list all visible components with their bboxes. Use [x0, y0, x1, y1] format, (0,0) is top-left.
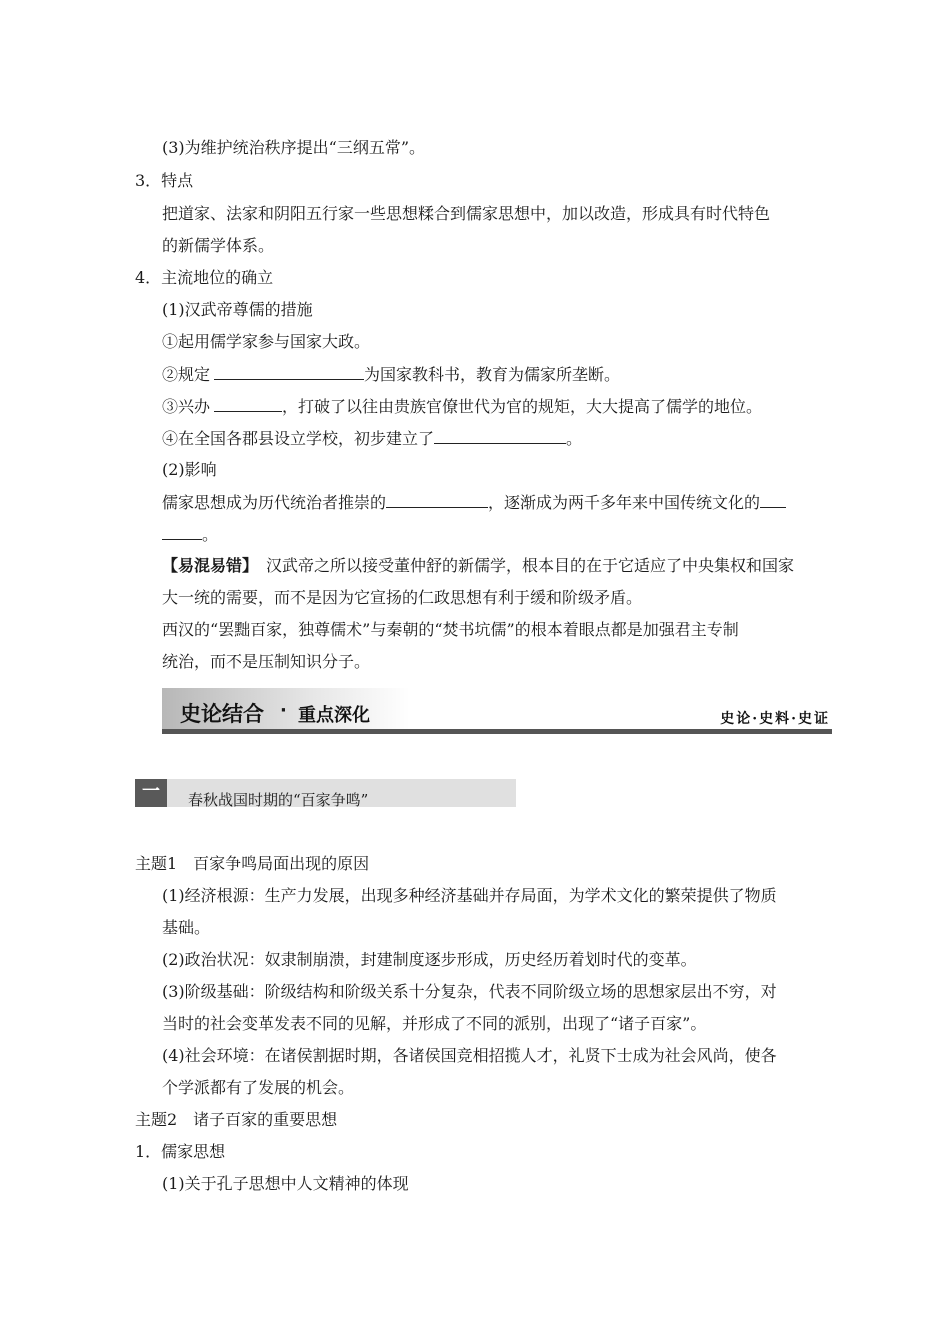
topic-title: 春秋战国时期的“百家争鸣” [188, 791, 369, 809]
text-segment: 汉武帝之所以接受董仲舒的新儒学，根本目的在于它适应了中央集权和国家 [266, 556, 795, 575]
answer-blank[interactable] [214, 396, 282, 412]
text-segment: ②规定 [162, 365, 211, 384]
text-segment: ③兴办 [162, 397, 211, 416]
text-line: (4)社会环境：在诸侯割据时期，各诸侯国竞相招揽人才，礼贤下士成为社会风尚，使各 [162, 1046, 777, 1065]
section-heading: 1．儒家思想 [135, 1142, 226, 1161]
fill-blank-line [162, 364, 620, 385]
fill-blank-line [162, 492, 786, 513]
text-segment: 为国家教科书，教育为儒家所垄断。 [364, 365, 621, 384]
answer-blank[interactable] [214, 364, 364, 380]
section-heading: 4．主流地位的确立 [135, 268, 274, 287]
text-line: ①起用儒学家参与国家大政。 [162, 332, 371, 351]
text-line: (3)阶级基础：阶级结构和阶级关系十分复杂，代表不同阶级立场的思想家层出不穷，对 [162, 982, 777, 1001]
banner-underline [162, 729, 832, 734]
text-line: 统治，而不是压制知识分子。 [162, 652, 371, 671]
section-heading: 3．特点 [135, 171, 194, 190]
banner-title: 史论结合 [180, 702, 264, 726]
text-line: (1)汉武帝尊儒的措施 [162, 300, 313, 319]
text-line: (3)为维护统治秩序提出“三纲五常”。 [162, 138, 426, 157]
text-segment: ，打破了以往由贵族官僚世代为官的规矩，大大提高了儒学的地位。 [282, 397, 763, 416]
text-line: 大一统的需要，而不是因为它宣扬的仁政思想有利于缓和阶级矛盾。 [162, 588, 643, 607]
note-label: 【易混易错】 [162, 556, 259, 575]
text-line: (1)经济根源：生产力发展，出现多种经济基础并存局面，为学术文化的繁荣提供了物质 [162, 886, 777, 905]
text-line: (1)关于孔子思想中人文精神的体现 [162, 1174, 409, 1193]
theme-heading: 主题1 百家争鸣局面出现的原因 [135, 854, 370, 873]
text-line: (2)政治状况：奴隶制崩溃，封建制度逐步形成，历史经历着划时代的变革。 [162, 950, 697, 969]
answer-blank[interactable] [434, 428, 566, 444]
text-segment: 儒家思想成为历代统治者推崇的 [162, 493, 387, 512]
text-line: 西汉的“罢黜百家，独尊儒术”与秦朝的“焚书坑儒”的根本着眼点都是加强君主专制 [162, 620, 739, 639]
text-line: 当时的社会变革发表不同的见解，并形成了不同的派别，出现了“诸子百家”。 [162, 1014, 707, 1033]
banner-subtitle: 重点深化 [298, 705, 370, 726]
text-segment: ④在全国各郡县设立学校，初步建立了 [162, 429, 435, 448]
text-line: (2)影响 [162, 460, 217, 479]
text-segment: 。 [202, 525, 219, 544]
section-banner [162, 688, 832, 734]
answer-blank[interactable] [760, 492, 786, 508]
text-line: 把道家、法家和阴阳五行家一些思想糅合到儒家思想中，加以改造，形成具有时代特色 [162, 204, 771, 223]
banner-separator: · [280, 700, 287, 721]
text-line: 的新儒学体系。 [162, 236, 275, 255]
banner-tagline: 史论·史料·史证 [720, 711, 830, 727]
text-line: 基础。 [162, 918, 211, 937]
text-segment: ，逐渐成为两千多年来中国传统文化的 [488, 493, 761, 512]
answer-blank[interactable] [386, 492, 488, 508]
text-segment: 。 [566, 429, 583, 448]
theme-heading: 主题2 诸子百家的重要思想 [135, 1110, 338, 1129]
fill-blank-line [162, 396, 762, 417]
fill-blank-line [162, 428, 582, 449]
text-line: 个学派都有了发展的机会。 [162, 1078, 355, 1097]
fill-blank-line [162, 524, 218, 545]
answer-blank[interactable] [162, 524, 202, 540]
topic-header [135, 779, 516, 807]
topic-number: 一 [135, 779, 167, 807]
note-line [162, 556, 794, 576]
